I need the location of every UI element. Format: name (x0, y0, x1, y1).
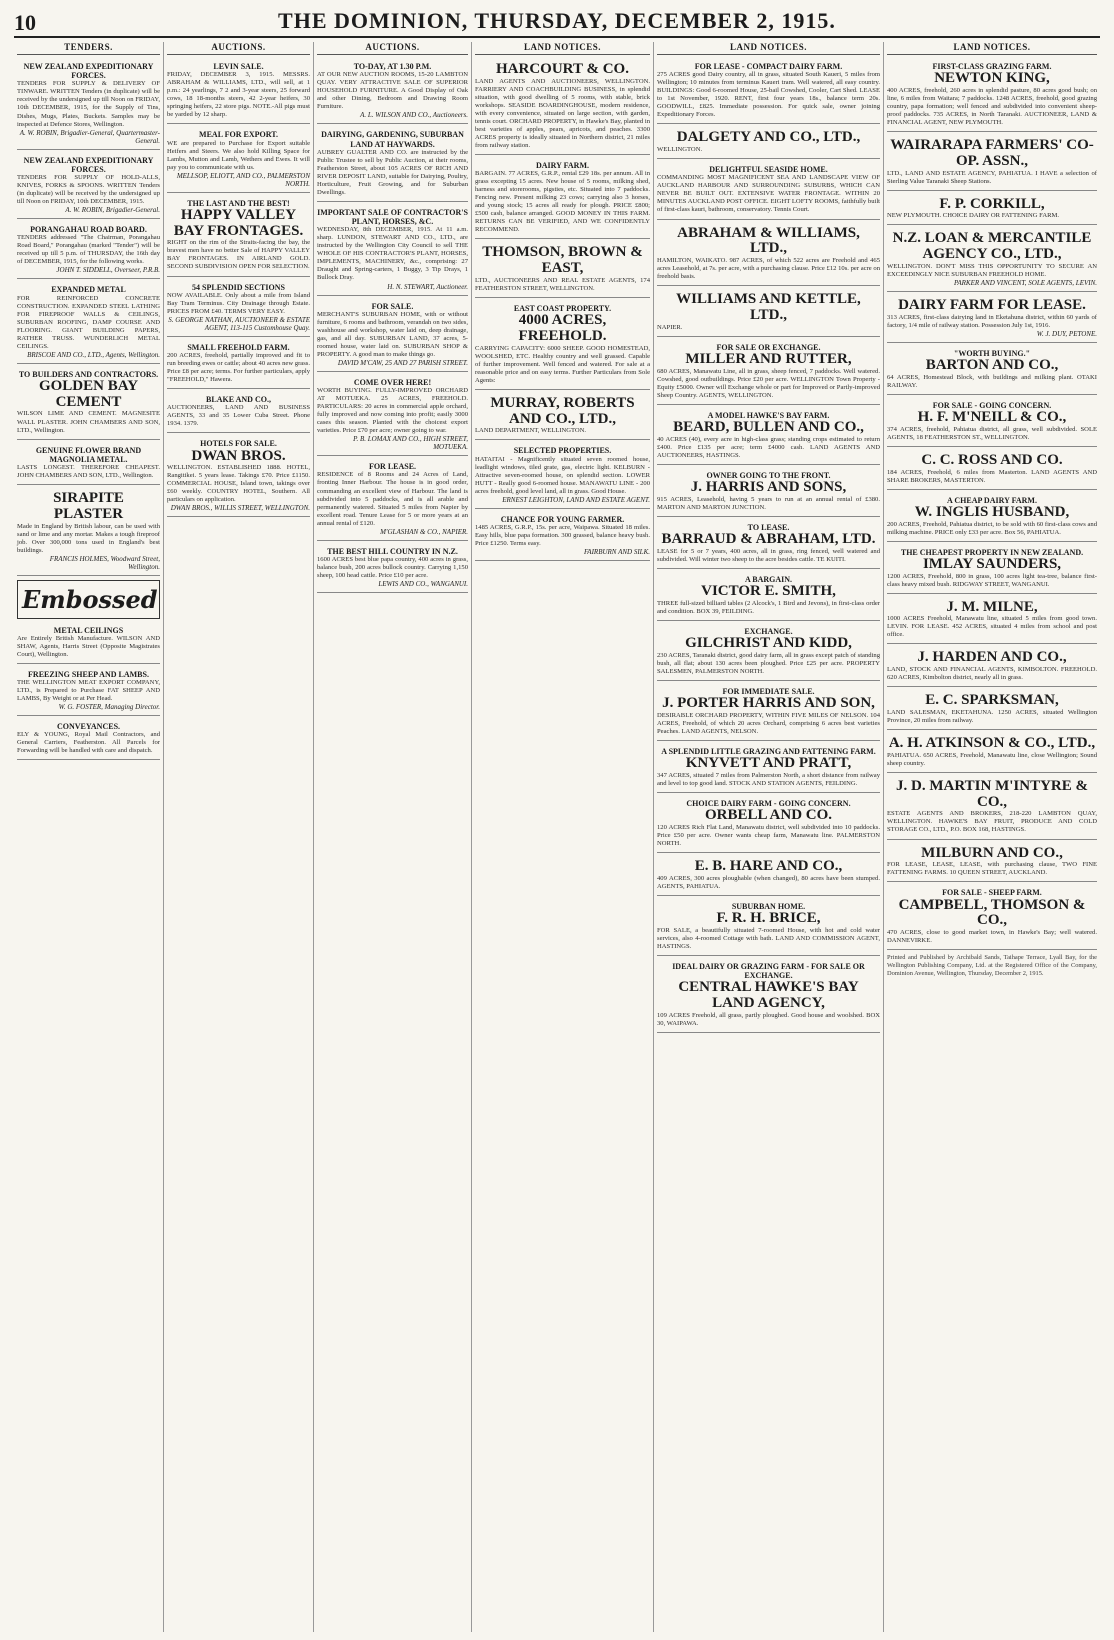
column-land-notices-2 (654, 42, 884, 1632)
ad-signature: PARKER AND VINCENT, SOLE AGENTS, LEVIN. (954, 279, 1097, 287)
ad-body-text: 470 ACRES, close to good market town, in Hawke's Bay; well watered. DANNEVIRKE. (887, 929, 1097, 945)
ad-body-text: TENDERS FOR SUPPLY OF HOLD-ALLS, KNIVES, FORKS & SPOONS. WRITTEN Tenders (in duplicate) will be received by the undersigned up till Noon on FRIDAY, 10th DECEMBER, 1915. (17, 173, 160, 206)
ad-advertiser-name: A. H. ATKINSON & CO., LTD., (888, 735, 1096, 752)
ad-title: EXCHANGE. (744, 626, 793, 636)
advertisement (17, 59, 160, 150)
ad-signature: H. N. STEWART, Auctioneer. (387, 282, 468, 291)
embossed-script-logo: Embossed (17, 580, 160, 619)
ad-advertiser-name: J. HARRIS AND SONS, (690, 478, 847, 495)
ad-title: THE CHEAPEST PROPERTY IN NEW ZEALAND. (900, 547, 1084, 557)
advertisement (887, 647, 1097, 687)
ad-body-text: LTD., AUCTIONEERS AND REAL ESTATE AGENTS, 174 FEATHERSTON STREET, WELLINGTON. (475, 276, 650, 292)
ad-advertiser-name: THOMSON, BROWN & EAST, (482, 244, 643, 277)
ad-signature: A. W. ROBIN, Brigadier-General. (65, 206, 160, 215)
ad-body-text: 313 ACRES, first-class dairying land in Eketahuna district, within 60 yards of factory, 1/4 mile of railway station. Possession July 1st, 1916. (887, 313, 1097, 329)
ad-body-text: RESIDENCE of 8 Rooms and 24 Acres of Land, fronting Inner Harbour. The house is in good order, commanding an excellent view of Harbour. The land is subdivided into 5 paddocks, and is all arable and permanently watered. Situated 5 miles from Napier by excellent road. Tenure Lease for 5 or more years at an annual rental of £120. (317, 471, 468, 527)
page-number: 10 (14, 10, 36, 35)
advertisement (17, 367, 160, 440)
ad-advertiser-name: BARTON AND CO., (925, 357, 1059, 373)
advertisement (657, 408, 880, 465)
ad-body-text: 109 ACRES Freehold, all grass, partly ploughed. Good house and woolshed. BOX 30, WAIPAWA. (657, 1011, 880, 1027)
columns-container (14, 42, 1100, 1632)
ad-signature: FAIRBURN AND SILK. (583, 548, 650, 557)
ad-title: DELIGHTFUL SEASIDE HOME. (709, 165, 828, 175)
advertisement (17, 153, 160, 220)
advertisement (887, 450, 1097, 490)
advertisement (657, 520, 880, 569)
ad-body-text: 40 ACRES (40), every acre in high-class grass; standing crops estimated to return £400. Price £135 per acre; term £4000 cash. LAND AGENTS AND AUCTIONEERS, HASTINGS. (657, 435, 880, 459)
advertisement (887, 194, 1097, 226)
ad-advertiser-name: IMLAY SAUNDERS, (922, 555, 1062, 572)
advertisement (887, 59, 1097, 132)
ad-body-text: WELLINGTON. ESTABLISHED 1888. HOTEL, Rangitikei. 5 years lease. Takings £70. Price £1150. COMMERCIAL HOUSE, Island town, takings over £60 weekly. COUNTRY HOTEL, Southern. All particulars on application. (167, 464, 310, 504)
advertisement (657, 59, 880, 124)
ad-title: 54 SPLENDID SECTIONS (192, 282, 285, 292)
column-heading: LAND NOTICES. (887, 42, 1097, 55)
advertisement (167, 196, 310, 277)
ad-advertiser-name: N.Z. LOAN & MERCANTILE AGENCY CO., LTD., (892, 230, 1092, 263)
ad-signature: DAVID M'CAW, 25 AND 27 PARISH STREET. (337, 358, 468, 367)
ad-body-text: 915 ACRES, Leasehold, having 5 years to run at an annual rental of £380. MARTON AND MARTON JUNCTION. (657, 495, 880, 511)
advertisement (657, 127, 880, 159)
advertisement (167, 59, 310, 124)
advertisement (17, 667, 160, 716)
ad-body-text: NOW AVAILABLE. Only about a mile from Island Bay Tram Terminus. City Drainage through Estate. PRICES FROM £40. TERMS VERY EASY. (167, 291, 310, 315)
advertisement (657, 289, 880, 337)
ad-title: A CHEAP DAIRY FARM. (947, 495, 1037, 505)
advertisement (475, 393, 650, 441)
ad-title: FOR IMMEDIATE SALE. (722, 686, 815, 696)
advertisement (887, 228, 1097, 292)
ad-body-text: 409 ACRES, 300 acres ploughable (when changed), 80 acres have been stumped. AGENTS, PAHIATUA. (657, 874, 880, 890)
advertisement (657, 744, 880, 793)
masthead (14, 6, 1100, 38)
advertisement (17, 282, 160, 363)
advertisement (887, 135, 1097, 191)
ad-body-text: Are Entirely British Manufacture. WILSON AND SHAW, Agents, Harris Street (Opposite Magistrates Court), Wellington. (17, 634, 160, 658)
ad-body-text: 120 ACRES Rich Flat Land, Manawatu district, well subdivided into 10 paddocks. Price £50 per acre. Owner wants cheap farm, Manawatu line. PALMERSTON NORTH. (657, 823, 880, 847)
ad-body-text: 1600 ACRES best blue papa country, 400 acres in grass, balance bush, 200 acres bullock country. Carrying 1,150 sheep, 100 head cattle. Price £10 per acre. (317, 555, 468, 579)
advertisement (657, 572, 880, 621)
ad-title: EXPANDED METAL (51, 285, 126, 295)
ad-advertiser-name: MILLER AND RUTTER, (685, 350, 852, 367)
ad-title: FOR SALE OR EXCHANGE. (716, 342, 821, 352)
ad-body-text: HATAITAI - Magnificently situated seven roomed house, leadlight windows, tiled grate, gas, electric light. KELBURN - Attractive seven-roomed house, on splendid section. LOWER HUTT - Really good 6-roomed house. MANAWATU LINE - 200 acres freehold, good level land, all in grass. Good House. (475, 455, 650, 495)
advertisement (887, 493, 1097, 542)
ad-advertiser-name: DALGETY AND CO., LTD., (676, 129, 861, 146)
column-heading: AUCTIONS. (167, 42, 310, 55)
ad-body-text: FOR REINFORCED CONCRETE CONSTRUCTION. EXPANDED STEEL LATHING FOR FIREPROOF WALLS & CEILINGS, SUBURBAN ROOFING, DAMP COURSE AND FLOORING. GIANT BUILDING PAPERS, RATHER TRUSS. WUNDERLICH METAL CEILINGS. (17, 294, 160, 350)
ad-title: PORANGAHAU ROAD BOARD. (30, 225, 147, 235)
ad-advertiser-name: BARRAUD & ABRAHAM, LTD. (661, 530, 876, 547)
ad-advertiser-name: MURRAY, ROBERTS AND CO., LTD., (490, 394, 635, 427)
ad-title: IMPORTANT SALE OF CONTRACTOR'S PLANT, HORSES, &C. (317, 207, 468, 227)
advertisement (317, 459, 468, 540)
ad-title: IDEAL DAIRY OR GRAZING FARM - FOR SALE OR EXCHANGE. (672, 961, 865, 980)
ad-title: BLAKE AND CO., (206, 395, 271, 405)
ad-body-text: CARRYING CAPACITY: 6000 SHEEP. GOOD HOMESTEAD, WOOLSHED, ETC. Healthy country and well grassed. Capable of further improvement. Well fenced and watered. For sale at a reasonable price and on easy terms. Further Particulars from Sole Agents: (475, 344, 650, 384)
advertisement (317, 127, 468, 202)
ad-body-text: ELY & YOUNG, Royal Mail Contractors, and General Carriers, Featherston. All Parcels for Forwarding will be handled with care and dispatch. (17, 731, 160, 755)
ad-title: COME OVER HERE! (353, 377, 432, 387)
ad-body-text: PAHIATUA. 650 ACRES, Freehold, Manawatu line, close Wellington; Sound sheep country. (887, 751, 1097, 767)
ad-title: A SPLENDID LITTLE GRAZING AND FATTENING FARM. (661, 746, 876, 756)
ad-body-text: 230 ACRES, Taranaki district, good dairy farm, all in grass except patch of standing bush, all flat; about 130 acres been ploughed. Price £25 per acre. PROPERTY SALESMEN, PALMERSTON NORTH. (657, 651, 880, 675)
advertisement (475, 443, 650, 508)
ad-body-text: WE are prepared to Purchase for Export suitable Heifers and Steers. We also hold Killing Space for Lambs, Mutton and Lamb, Wethers and Ewes. It will pay you to communicate with us. (167, 139, 310, 171)
ad-advertiser-name: H. F. M'NEILL & CO., (917, 409, 1067, 425)
ad-title: THE BEST HILL COUNTRY IN N.Z. (327, 546, 458, 556)
ad-advertiser-name: MILBURN AND CO., (921, 844, 1063, 861)
ad-title: SELECTED PROPERTIES. (513, 446, 612, 456)
advertisement (657, 856, 880, 896)
ad-advertiser-name: HAPPY VALLEY BAY FRONTAGES. (173, 206, 304, 239)
ad-body-text: WELLINGTON. (657, 146, 703, 154)
ad-advertiser-name: GOLDEN BAY CEMENT (38, 377, 139, 410)
ad-body-text: LASTS LONGEST. THEREFORE CHEAPEST. JOHN CHAMBERS AND SON, LTD., Wellington. (17, 463, 160, 479)
ad-advertiser-name: J. HARDEN AND CO., (917, 649, 1067, 666)
ad-title: FOR LEASE - COMPACT DAIRY FARM. (694, 62, 843, 71)
advertisement (657, 684, 880, 741)
ad-signature: W. J. DUY, PETONE. (1036, 329, 1097, 338)
advertisement (657, 899, 880, 956)
advertisement (657, 796, 880, 853)
printer-imprint: Printed and Published by Archibald Sands, Taihape Terrace, Lyall Bay, for the Wellington Publishing Company, Ltd. at the Registered Office of the Company, Dominion Avenue, Wellington, Thursday, December 2, 1915. (887, 954, 1097, 977)
advertisement (475, 301, 650, 390)
ad-title: METAL CEILINGS (53, 625, 124, 635)
ad-body-text: 200 ACRES, Freehold, Pahiatua district, to be sold with 60 first-class cows and milking machine. PRICE only £33 per acre. Box 56, PAHIATUA. (887, 520, 1097, 536)
ad-signature: W. G. FOSTER, Managing Director. (58, 703, 160, 712)
ad-title: FOR SALE - GOING CONCERN. (932, 400, 1052, 410)
ad-body-text: FOR SALE, a beautifully situated 7-roomed House, with hot and cold water services, also 4-roomed Cottage with bath. LAND AND COMMISSION AGENT, HASTINGS. (657, 926, 880, 950)
ad-advertiser-name: CAMPBELL, THOMSON & CO., (898, 896, 1086, 929)
advertisement (475, 512, 650, 561)
ad-body-text: WELLINGTON. DON'T MISS THIS OPPORTUNITY TO SECURE AN EXCEEDINGLY NICE SUBURBAN FREEHOLD HOME. (887, 262, 1097, 278)
advertisement (17, 443, 160, 485)
ad-title: EAST COAST PROPERTY. (513, 304, 612, 314)
ad-advertiser-name: VICTOR E. SMITH, (701, 582, 836, 599)
ad-body-text: RIGHT on the rim of the Straits-facing the bay, the bravest men have no better Sale of HAPPY VALLEY BAY FRONTAGES. IN AIRLAND GOLD. SECOND SUBDIVISION OPEN FOR SELECTION. (167, 239, 310, 271)
ad-signature: FRANCIS HOLMES, Woodward Street, Wellington. (49, 554, 160, 571)
column-auctions-2 (314, 42, 472, 1632)
ad-advertiser-name: CENTRAL HAWKE'S BAY LAND AGENCY, (678, 979, 859, 1011)
column-heading: LAND NOTICES. (657, 42, 880, 55)
column-heading: TENDERS. (17, 42, 160, 55)
ad-title: MEAL FOR EXPORT. (199, 130, 278, 140)
ad-title: CHANCE FOR YOUNG FARMER. (500, 514, 625, 524)
ad-advertiser-name: BEARD, BULLEN AND CO., (673, 418, 864, 435)
advertisement (887, 733, 1097, 773)
ad-signature: DWAN BROS., WILLIS STREET, WELLINGTON. (170, 504, 310, 513)
advertisement (317, 544, 468, 593)
column-tenders (14, 42, 164, 1632)
ad-title: FOR SALE. (371, 301, 414, 311)
advertisement (657, 162, 880, 219)
ad-title: A BARGAIN. (744, 574, 793, 584)
ad-title: DAIRYING, GARDENING, SUBURBAN LAND AT HAYWARDS. (321, 130, 464, 149)
advertisement (475, 158, 650, 239)
advertisement (17, 719, 160, 760)
ad-title: TO-DAY, AT 1.30 P.M. (353, 62, 432, 71)
ad-advertiser-name: ABRAHAM & WILLIAMS, LTD., (677, 224, 860, 257)
column-heading: LAND NOTICES. (475, 42, 650, 55)
column-heading: AUCTIONS. (317, 42, 468, 55)
ad-title: DAIRY FARM. (535, 161, 590, 171)
ad-advertiser-name: 4000 ACRES, FREEHOLD. (518, 312, 607, 344)
advertisement (657, 624, 880, 681)
ad-title: FREEZING SHEEP AND LAMBS. (28, 669, 149, 679)
ad-body-text: HAMILTON, WAIKATO. 987 ACRES, of which 522 acres are Freehold and 465 acres Leasehold, at 7s. per acre, with a purchasing clause. Price £12 10s. per acre on freehold basis. (657, 257, 880, 281)
newspaper-title: THE DOMINION, THURSDAY, DECEMBER 2, 1915. (278, 8, 836, 33)
ad-body-text: NEW PLYMOUTH. CHOICE DAIRY OR FATTENING FARM. (887, 212, 1059, 220)
ad-body-text: 374 ACRES, freehold, Pahiatua district, all grass, well subdivided. SOLE AGENTS, 18 FEATHERSTON ST., WELLINGTON. (887, 425, 1097, 441)
ad-signature: LEWIS AND CO., WANGANUI. (378, 579, 468, 588)
ad-body-text: 184 ACRES, Freehold, 6 miles from Masterton. LAND AGENTS AND SHARE BROKERS, MASTERTON. (887, 468, 1097, 484)
ad-advertiser-name: W. INGLIS HUSBAND, (914, 503, 1070, 520)
ad-title: FIRST-CLASS GRAZING FARM. (932, 62, 1052, 71)
ad-signature: JOHN T. SIDDELL, Overseer, P.R.B. (56, 266, 160, 275)
ad-body-text: THREE full-sized billiard tables (2 Alcock's, 1 Bird and Jevons), in first-class order and condition. BOX 39, FEILDING. (657, 599, 880, 615)
ad-advertiser-name: E. B. HARE AND CO., (694, 857, 843, 874)
advertisement (167, 392, 310, 433)
ad-advertiser-name: F. R. H. BRICE, (716, 909, 821, 926)
ad-body-text: ESTATE AGENTS AND BROKERS, 218-220 LAMBTON QUAY, WELLINGTON. HAWKE'S BAY FRUIT, PRODUCE AND COLD STORAGE CO., LTD., P.O. BOX 168, HASTINGS. (887, 810, 1097, 834)
ad-advertiser-name: E. C. SPARKSMAN, (925, 692, 1059, 709)
advertisement (887, 346, 1097, 395)
advertisement (317, 205, 468, 296)
ad-advertiser-name: GILCHRIST AND KIDD, (685, 634, 852, 651)
ad-body-text: AUCTIONEERS, LAND AND BUSINESS AGENTS, 33 and 35 Lower Cuba Street. Phone 1934. 1379. (167, 404, 310, 428)
ad-body-text: LTD., LAND AND ESTATE AGENCY, PAHIATUA. I HAVE a selection of Sterling Value Taranaki Sheep Stations. (887, 169, 1097, 185)
ad-title: LEVIN SALE. (213, 62, 264, 71)
ad-body-text: THE WELLINGTON MEAT EXPORT COMPANY, LTD., is Prepared to Purchase FAT SHEEP AND LAMBS, By Weight or at Per Head. (17, 679, 160, 703)
advertisement (887, 843, 1097, 883)
ad-signature: M'GLASHAN & CO., NAPIER. (380, 527, 468, 536)
ad-body-text: MERCHANT'S SUBURBAN HOME, with or without furniture, 6 rooms and bathroom, verandah on two sides, washhouse and workshop, water laid on, deep drainage, gas, and all day. SUBURBAN LAND, 37 acres, 5-roomed house, water laid on. SUBURBAN SHOP & PROPERTY. A good man to make things go. (317, 310, 468, 358)
ad-body-text: LAND SALESMAN, EKETAHUNA. 1250 ACRES, situated Wellington Province, 20 miles from railway. (887, 709, 1097, 725)
ad-body-text: LAND AGENTS AND AUCTIONEERS, WELLINGTON. FARRIERY AND COACHBUILDING BUSINESS, in splendid situation, with good dwelling of 5 rooms, with stable, brick workshops. SEASIDE BOARDINGHOUSE, modern residence, with every convenience, situated on large section, with garden, tennis court. ORCHARD PROPERTY, in Hawke's Bay, planted in best varieties of apples, pears, apricots, and peaches. 3300 ACRES property is ideally situated in Northern district, 21 miles from railway station. (475, 77, 650, 149)
ad-advertiser-name: J. PORTER HARRIS AND SON, (662, 694, 875, 711)
ad-signature: MELLSOP, ELIOTT, AND CO., PALMERSTON NORTH. (176, 171, 310, 188)
ad-body-text: LAND, STOCK AND FINANCIAL AGENTS, KIMBOLTON. FREEHOLD. 620 ACRES, Kimbolton district, nearly all in grass. (887, 666, 1097, 682)
advertisement (887, 295, 1097, 343)
advertisement (17, 222, 160, 279)
ad-body-text: WEDNESDAY, 8th DECEMBER, 1915. At 11 a.m. sharp. LUNDON, STEWART AND CO., LTD., are instructed by the Wellington City Council to sell THE WHOLE OF HIS CONTRACTOR'S PLANT, HORSES, IMPLEMENTS, MACHINERY, &c., comprising: 27 Draught and Spring-carters, 1 Buggy, 3 Tip Drays, 1 Bullock Dray. (317, 226, 468, 282)
advertisement (167, 280, 310, 337)
advertisement (317, 375, 468, 456)
advertisement (657, 340, 880, 405)
ad-title: SUBURBAN HOME. (731, 901, 806, 911)
ad-body-text: 1000 ACRES Freehold, Manawatu line, situated 5 miles from good town. LEVIN. FOR LEASE. 452 ACRES, situated 4 miles from school and post office. (887, 615, 1097, 639)
advertisement (887, 597, 1097, 645)
advertisement (657, 468, 880, 517)
ad-body-text: BARGAIN. 77 ACRES, G.R.P., rental £29 18s. per annum. All in grass excepting 15 acres. New house of 5 rooms, milking shed, harness and storerooms, pigsties, etc. Situated into 7 paddocks. Fencing new. Present milking 23 cows; carrying also 3 horses, and young stock; 15 acres all ready for plough. PRICE £800; £500 cash, balance arranged. GOOD MONEY IN THIS FARM. RETURNS CAN BE VERIFIED, AND WE CONFIDENTLY RECOMMEND. (475, 170, 650, 234)
column-auctions-1 (164, 42, 314, 1632)
ad-signature: S. GEORGE NATHAN, AUCTIONEER & ESTATE AGENT, 113-115 Customhouse Quay. (168, 315, 310, 332)
ad-advertiser-name: NEWTON KING, (934, 70, 1050, 87)
ad-title: OWNER GOING TO THE FRONT. (706, 470, 831, 480)
ad-title: TO LEASE. (747, 522, 790, 532)
ad-advertiser-name: SIRAPITE PLASTER (53, 490, 124, 522)
ad-body-text: TENDERS addressed "The Chairman, Porangahau Road Board," Porangahau (marked "Tender") will be received up till 5 p.m. of THURSDAY, the 16th day of DECEMBER, 1915, for the following works. (17, 234, 160, 266)
ad-body-text: 1485 ACRES, G.R.P., 15s. per acre, Waipawa. Situated 18 miles. Easy hills, blue papa formation. 300 grassed, balance heavy bush. Price £1250. Terms easy. (475, 523, 650, 547)
advertisement (887, 545, 1097, 594)
ad-body-text: COMMANDING MOST MAGNIFICENT SEA AND LANDSCAPE VIEW OF AUCKLAND HARBOUR AND SURROUNDING SUBURBS, WHICH CAN NEVER BE BUILT OUT. EXTENSIVE WATER FRONTAGE. WITHIN 20 MINUTES AUCKLAND POST OFFICE. EIGHT LOFTY ROOMS, faithfully built of first-class kauri, bathroom, conservatory. Tennis Court. (657, 174, 880, 214)
ad-advertiser-name: HARCOURT & CO. (496, 61, 629, 77)
ad-signature: BRISCOE AND CO., LTD., Agents, Wellington. (27, 350, 160, 359)
column-land-notices-1 (472, 42, 654, 1632)
advertisement (657, 223, 880, 287)
ad-title: CONVEYANCES. (56, 722, 121, 732)
advertisement (167, 127, 310, 192)
advertisement (887, 398, 1097, 447)
ad-title: THE LAST AND THE BEST! (187, 198, 290, 208)
ad-body-text: WORTH BUYING. FULLY-IMPROVED ORCHARD AT MOTUEKA. 25 ACRES, FREEHOLD. PARTICULARS: 20 acres in commercial apple orchard, fully improved and now coming into profit; easily 3000 cases this season. Planted with the choicest export varieties. Price £70 per acre; owner going to war. (317, 387, 468, 435)
ad-title: GENUINE FLOWER BRAND MAGNOLIA METAL. (35, 445, 142, 464)
ad-title: A MODEL HAWKE'S BAY FARM. (707, 410, 830, 420)
ad-body-text: 347 ACRES, situated 7 miles from Palmerston North, a short distance from railway and level to top good land. STOCK AND STATION AGENTS, FEILDING. (657, 771, 880, 787)
ad-advertiser-name: DAIRY FARM FOR LEASE. (898, 297, 1086, 313)
advertisement (657, 959, 880, 1033)
ad-body-text: TENDERS FOR SUPPLY & DELIVERY OF TINWARE. WRITTEN Tenders (in duplicate) will be received by the undersigned up till Noon on FRIDAY, 10th DECEMBER, 1915, for the Supply of Tins, Dishes, Mugs, Plates, Buckets. Samples may be inspected at Defence Stores, Wellington. (17, 80, 160, 128)
ad-title: FOR SALE - SHEEP FARM. (942, 888, 1042, 898)
ad-title: SMALL FREEHOLD FARM. (187, 342, 290, 352)
advertisement (167, 340, 310, 389)
ad-body-text: LAND DEPARTMENT, WELLINGTON. (475, 427, 587, 435)
ad-body-text: NAPIER. (657, 323, 683, 331)
advertisement (887, 776, 1097, 840)
ad-body-text: DESIRABLE ORCHARD PROPERTY, WITHIN FIVE MILES OF NELSON. 104 ACRES, Freehold, of which 20 acres Orchard, comprising 6 acres best varieties Peaches. LAND AGENTS, NELSON. (657, 711, 880, 735)
ad-body-text: AUBREY GUALTER AND CO. are instructed by the Public Trustee to sell by Public Auction, at their rooms, Featherston Street, about 105 ACRES OF RICH AND RIVER DEPOSIT LAND, suitable for Dairying, Poultry, Horticulture, Fruit Growing, and for Suburban Dwellings. (317, 148, 468, 196)
advertisement (17, 623, 160, 664)
ad-signature: A. L. WILSON AND CO., Auctioneers. (360, 111, 468, 120)
ad-advertiser-name: J. D. MARTIN M'INTYRE & CO., (896, 777, 1088, 810)
column-land-notices-3 (884, 42, 1100, 1632)
ad-body-text: 64 ACRES, Homestead Block, with buildings and milking plant. OTAKI RAILWAY. (887, 373, 1097, 389)
advertisement (17, 488, 160, 576)
ad-advertiser-name: C. C. ROSS AND CO. (921, 451, 1063, 468)
ad-body-text: AT OUR NEW AUCTION ROOMS, 15-20 LAMBTON QUAY. VERY ATTRACTIVE SALE OF SUPERIOR HOUSEHOLD FURNITURE. A Good Display of Oak and other Dining, Bedroom and Drawing Room Furniture. (317, 71, 468, 111)
ad-body-text: Made in England by British labour, can be used with sand or lime and any mortar. Makes a tough fireproof job. Over 300,000 tons used in England's best buildings. (17, 522, 160, 554)
ad-body-text: 400 ACRES, freehold, 260 acres in splendid pasture, 80 acres good bush; on line, 6 miles from Waitara; 7 paddocks. 1248 ACRES, freehold, good grazing country, papa formation; well fenced and subdivided into convenient sheep-proof paddocks. 735 ACRES, in North Taranaki. AUCTIONEER, LAND & FINANCIAL AGENT, NEW PLYMOUTH. (887, 86, 1097, 127)
advertisement (317, 59, 468, 124)
ad-title: FOR LEASE. (368, 462, 417, 472)
advertisement (167, 436, 310, 517)
ad-title: "WORTH BUYING." (953, 348, 1031, 358)
advertisement (475, 59, 650, 155)
ad-title: HOTELS FOR SALE. (200, 439, 277, 449)
advertisement (317, 299, 468, 372)
ad-advertiser-name: WAIRARAPA FARMERS' CO-OP. ASSN., (890, 137, 1094, 169)
ad-body-text: 275 ACRES good Dairy country, all in grass, situated South Kaueri, 5 miles from Wellington; 10 minutes from terminus Kaueri tram. Well watered, all easy country. BUILDINGS: Good 6-roomed House, 25-bail Cowshed, Cooler, Cart Shed. LEASE to 1st November, 1920. RENT, first four years 18s., balance term 20s. GOODWILL, £825. Immediate possession. For quick sale, owner joining Expeditionary Forces. (657, 71, 880, 119)
ad-advertiser-name: ORBELL AND CO. (704, 806, 833, 823)
ad-advertiser-name: J. M. MILNE, (946, 598, 1038, 615)
ad-body-text: WILSON LIME AND CEMENT. MAGNESITE WALL PLASTER. JOHN CHAMBERS AND SON, LTD., Wellington. (17, 410, 160, 434)
ad-advertiser-name: DWAN BROS. (191, 447, 286, 464)
advertisement (887, 885, 1097, 950)
advertisement (475, 242, 650, 298)
ad-title: CHOICE DAIRY FARM - GOING CONCERN. (686, 798, 851, 808)
ad-body-text: LEASE for 5 or 7 years, 400 acres, all in grass, ring fenced, well watered and subdivided. Will winter two sheep to the acre besides cattle. TE KUITI. (657, 547, 880, 563)
ad-title: TO BUILDERS AND CONTRACTORS. (18, 369, 159, 379)
ad-signature: A. W. ROBIN, Brigadier-General, Quartermaster-General. (19, 128, 160, 145)
ad-body-text: 680 ACRES, Manawatu Line, all in grass, sheep fenced, 7 paddocks. Well watered. Cowshed, good outbuildings. Price £20 per acre. WELLINGTON Town Property - Equity £5000. Owner will Exchange whole or part for Improved or Partly-improved Sheep Country. AGENTS, WELLINGTON. (657, 367, 880, 399)
ad-advertiser-name: WILLIAMS AND KETTLE, LTD., (676, 291, 861, 323)
ad-advertiser-name: KNYVETT AND PRATT, (685, 754, 852, 771)
ad-signature: ERNEST LEIGHTON, LAND AND ESTATE AGENT. (502, 495, 650, 504)
ad-signature: P. B. LOMAX AND CO., HIGH STREET, MOTUEKA. (353, 435, 468, 452)
ad-body-text: FRIDAY, DECEMBER 3, 1915. MESSRS. ABRAHAM & WILLIAMS, LTD., will sell, at 1 p.m.: 24 yearlings, 7 2 and 3-year steers, 25 forward cows, 18 18-months steers, 42 2-year heifers, 30 springing heifers, 22 store pigs. NOTE.-All pigs must be yarded by 12 sharp. (167, 71, 310, 119)
ad-advertiser-name: F. P. CORKILL, (939, 195, 1045, 212)
advertisement (887, 690, 1097, 730)
ad-title: NEW ZEALAND EXPEDITIONARY FORCES. (23, 155, 154, 174)
ad-title: NEW ZEALAND EXPEDITIONARY FORCES. (23, 62, 154, 81)
ad-body-text: FOR LEASE, LEASE, LEASE, with purchasing clause, TWO FINE FATTENING FARMS. 10 QUEEN STREET, AUCKLAND. (887, 861, 1097, 877)
ad-body-text: 200 ACRES, freehold, partially improved and fit to run breeding ewes or cattle; about 40 acres new grass. Price £8 per acre; terms. For further particulars, apply "FREEHOLD," Hawera. (167, 351, 310, 384)
ad-body-text: 1200 ACRES, Freehold, 800 in grass, 100 acres light tea-tree, balance first-class heavy mixed bush. RIDGWAY STREET, WANGANUI. (887, 572, 1097, 588)
